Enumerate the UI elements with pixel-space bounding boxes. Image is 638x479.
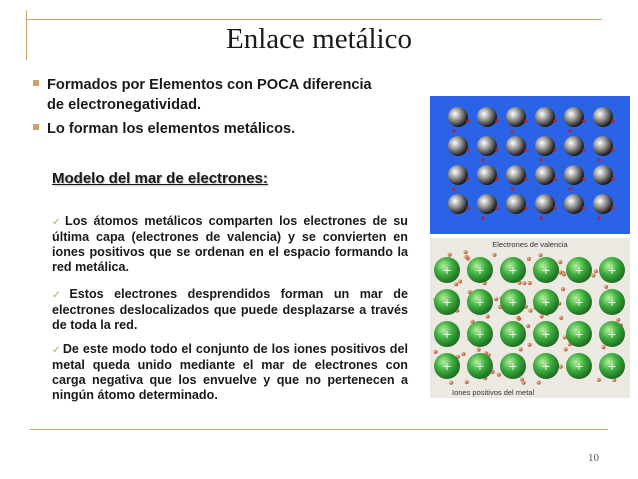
electron-dot [527,257,531,261]
electron-dot [528,343,532,347]
electron-dot [466,148,469,151]
electron-dot [559,316,563,320]
electron-dot [522,281,526,285]
check-bullet-icon: ✓ [52,345,61,356]
electron-dot [537,381,541,385]
electron-dot [522,381,526,385]
electron-dot [597,378,601,382]
plus-sign-icon: + [574,360,584,373]
plus-sign-icon: + [508,328,518,341]
electron-dot [524,119,527,122]
electron-dot [434,350,438,354]
plus-sign-icon: + [508,296,518,309]
electron-dot [516,315,520,319]
electron-dot [458,280,462,284]
electron-dot [563,335,567,339]
electron-dot [582,119,585,122]
plus-sign-icon: + [541,296,551,309]
square-bullet-icon [33,124,39,130]
electron-dot [481,158,484,161]
bullet-text: Lo forman los elementos metálicos. [47,121,296,137]
plus-sign-icon: + [475,328,485,341]
metal-atom [506,107,526,127]
plus-sign-icon: + [607,296,617,309]
electron-dot [582,206,585,209]
plus-sign-icon: + [442,264,452,277]
electron-sea-image [430,238,630,398]
plus-sign-icon: + [541,264,551,277]
plus-sign-icon: + [475,360,485,373]
plus-sign-icon: + [574,328,584,341]
electron-dot [604,285,608,289]
bullet-text-continued: de electronegatividad. [47,97,202,113]
electron-dot [568,129,571,132]
paragraph [52,214,408,275]
metal-atom [535,194,555,214]
electron-dot [616,318,620,322]
plus-sign-icon: + [574,264,584,277]
page-number: 10 [588,452,599,464]
electron-dot [582,148,585,151]
metal-atom [535,165,555,185]
metal-atom [448,194,468,214]
electron-dot [466,119,469,122]
metal-atom [593,194,613,214]
electron-dot [528,309,532,313]
electron-dot [477,348,481,352]
electron-dot [558,260,562,264]
electron-dot [611,177,614,180]
metal-atom [477,136,497,156]
metal-atom [477,165,497,185]
electron-dot [497,373,501,377]
plus-sign-icon: + [541,328,551,341]
figure-background [430,238,630,398]
electron-dot [495,206,498,209]
plus-sign-icon: + [442,328,452,341]
electron-dot [526,324,530,328]
bullet-text: Formados por Elementos con POCA diferencia [47,77,372,93]
slide-title: Enlace metálico [226,23,412,55]
metal-atom [448,165,468,185]
electron-dot [452,129,455,132]
decorative-bottom-line [30,429,608,430]
metal-atom [564,107,584,127]
electron-dot [562,272,566,276]
electron-dot [553,148,556,151]
plus-sign-icon: + [475,296,485,309]
electron-dot [519,348,523,352]
check-bullet-icon: ✓ [52,217,63,228]
plus-sign-icon: + [607,360,617,373]
metal-atom [564,194,584,214]
electron-dot [540,314,544,318]
paragraph-text: Estos electrones desprendidos forman un mar de electrones deslocalizados que puede desplazarse a través de toda la red. [52,287,408,332]
electron-dot [524,177,527,180]
metal-atom [593,107,613,127]
metal-atom [564,136,584,156]
electron-dot [539,158,542,161]
electron-dot [591,274,595,278]
electron-dot [594,269,598,273]
electron-dot [495,148,498,151]
metal-atom [593,136,613,156]
electron-dot [553,206,556,209]
positive-ions-label: Iones positivos del metal [452,388,535,397]
electron-dot [510,129,513,132]
section-subheading: Modelo del mar de electrones: [52,170,268,187]
metal-atom [506,165,526,185]
electron-dot [466,206,469,209]
electron-dot [452,187,455,190]
electron-dot [559,365,563,369]
metal-atom [593,165,613,185]
electron-dot [495,119,498,122]
electron-dot [597,158,600,161]
electron-dot [539,216,542,219]
electron-dot [553,119,556,122]
plus-sign-icon: + [574,296,584,309]
electron-dot [528,281,532,285]
electron-dot [465,380,469,384]
electron-dot [495,177,498,180]
electron-dot [561,287,565,291]
electron-dot [553,177,556,180]
metal-lattice-image-blue [430,96,630,234]
metal-atom [535,136,555,156]
electron-dot [597,216,600,219]
electron-dot [464,255,468,259]
plus-sign-icon: + [475,264,485,277]
plus-sign-icon: + [607,328,617,341]
electron-dot [449,381,453,385]
plus-sign-icon: + [508,360,518,373]
metal-atom [535,107,555,127]
metal-atom [477,194,497,214]
square-bullet-icon [33,80,39,86]
plus-sign-icon: + [442,296,452,309]
electron-dot [558,270,562,274]
electron-dot [611,148,614,151]
electron-dot [494,297,498,301]
metal-atom [477,107,497,127]
metal-atom [506,136,526,156]
paragraph [52,342,408,403]
metal-atom [506,194,526,214]
electron-dot [611,206,614,209]
metal-atom [564,165,584,185]
decorative-top-line [26,19,602,20]
electron-dot [568,187,571,190]
bullet-item [33,75,423,115]
paragraph-text: De este modo todo el conjunto de los iones positivos del metal queda unido mediante el mar de electrones con carga negativa que los envuelve y que no pertenecen a ningún átomo determinado. [52,342,408,402]
metal-atom [448,107,468,127]
plus-sign-icon: + [508,264,518,277]
electron-dot [601,345,605,349]
electron-dot [611,119,614,122]
electron-dot [492,253,496,257]
electron-dot [466,177,469,180]
bullet-item [33,119,423,139]
electron-dot [464,250,468,254]
paragraph-text: Los átomos metálicos comparten los electrones de su última capa (electrones de valencia) y se convierten en iones positivos que se ordenan en el espacio formando la red metálica. [52,214,408,274]
valence-electrons-label: Electrones de valencia [492,240,568,249]
electron-dot [564,347,568,351]
paragraph [52,287,408,333]
electron-dot [582,177,585,180]
plus-sign-icon: + [607,264,617,277]
electron-dot [448,253,452,257]
electron-dot [461,352,465,356]
electron-dot [524,148,527,151]
electron-dot [510,187,513,190]
electron-dot [538,253,542,257]
plus-sign-icon: + [442,360,452,373]
electron-dot [454,282,458,286]
check-bullet-icon: ✓ [52,290,68,301]
metal-atom [448,136,468,156]
electron-dot [481,216,484,219]
plus-sign-icon: + [541,360,551,373]
electron-dot [524,206,527,209]
electron-dot [486,314,490,318]
